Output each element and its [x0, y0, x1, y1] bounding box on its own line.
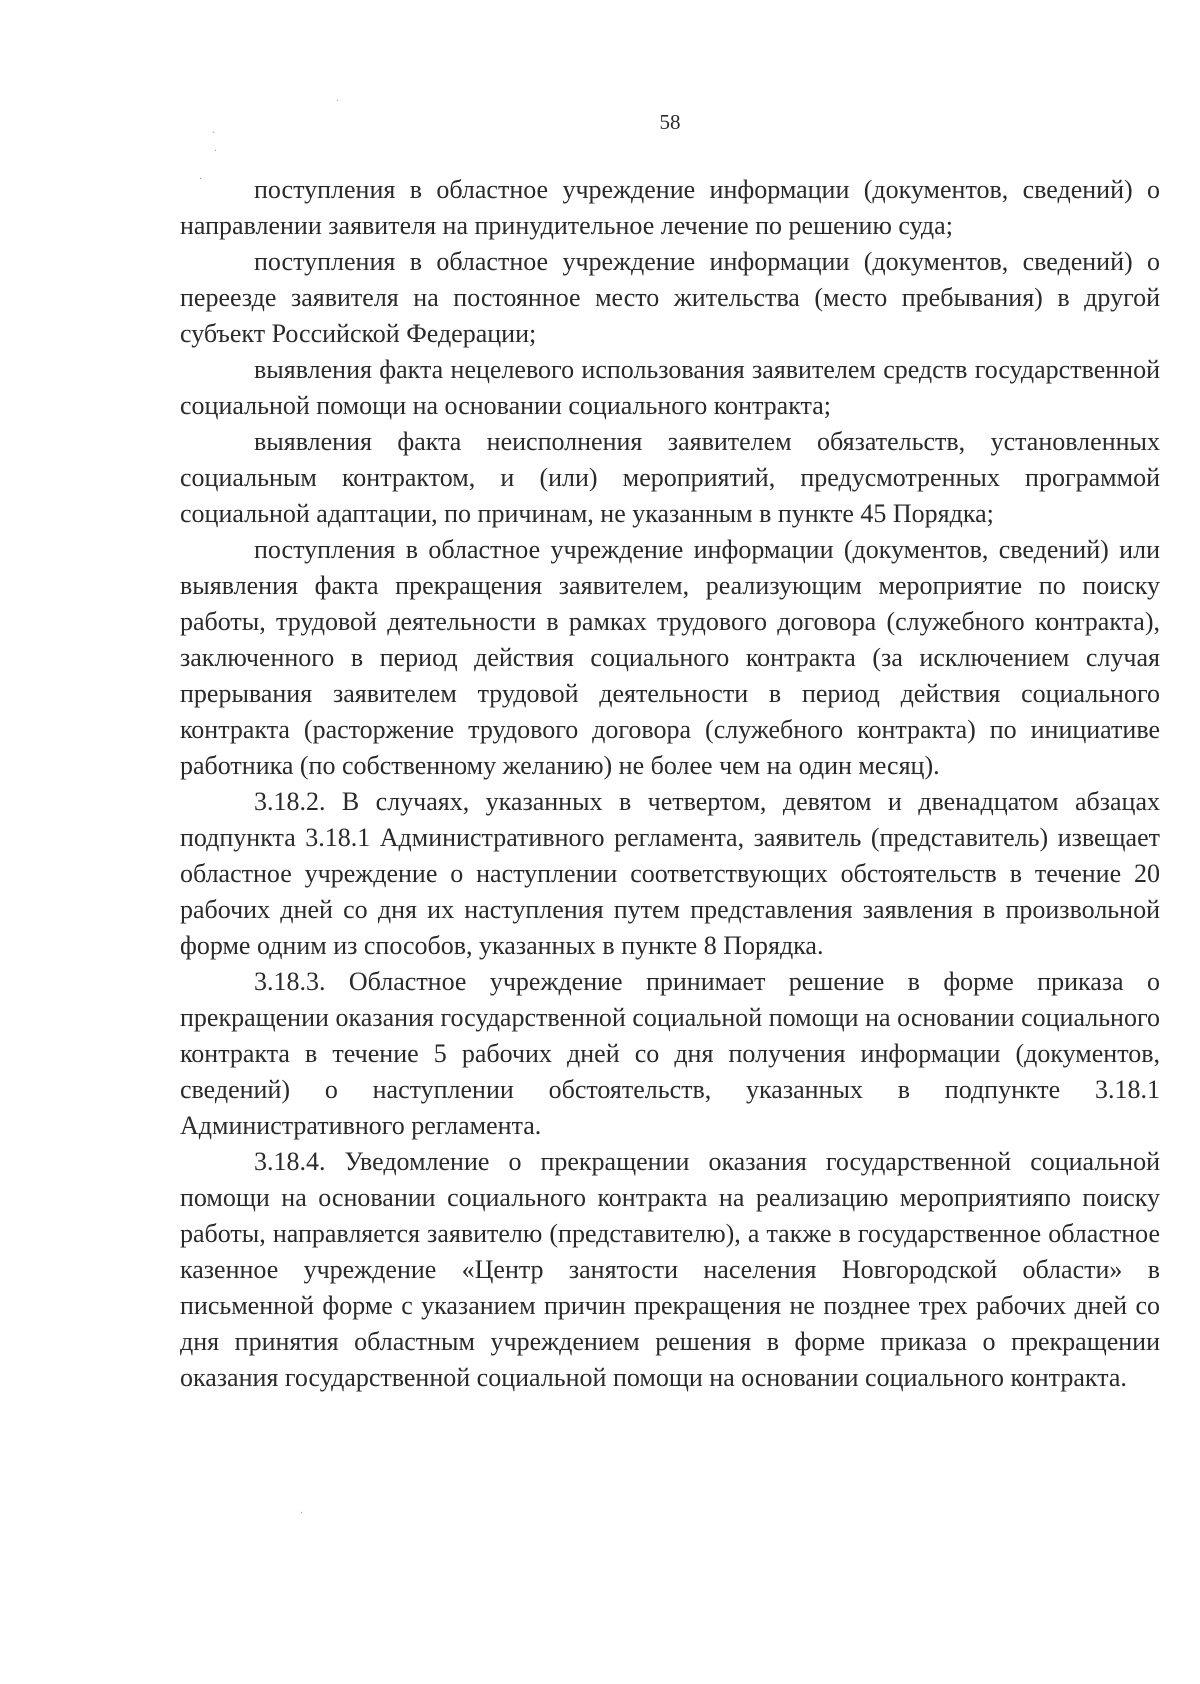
paragraph-non-fulfillment: выявления факта неисполнения заявителем обязательств, установленных социальным контрактом, и (или) мероприятий, предусмотренных программой социальной адаптации, по причинам, не указанным в пункте 45 Порядка;: [180, 427, 1160, 528]
scan-speck: ·: [212, 128, 216, 139]
paragraph-termination-of-employment: поступления в областное учреждение информации (документов, сведений) или выявления факта прекращения заявителем, реализующим мероприятие по поиску работы, трудовой деятельности в рамках трудового договора (служебного контракта), заключенного в период действия социального контракта (за исключением случая прерывания заявителем трудовой деятельности в период действия социального контракта (расторжение трудового договора (служебного контракта) по инициативе работника (по собственному желанию) не более чем на один месяц).: [180, 535, 1160, 780]
scan-speck: ·: [336, 96, 340, 107]
paragraph-misuse-of-funds: выявления факта нецелевого использования заявителем средств государственной социальной помощи на основании социального контракта;: [180, 355, 1160, 420]
paragraph-3-18-2: 3.18.2. В случаях, указанных в четвертом, девятом и двенадцатом абзацах подпункта 3.18.1 Административного регламента, заявитель (представитель) извещает областное учреждение о наступлении соответствующих обстоятельств в течение 20 рабочих дней со дня их наступления путем представления заявления в произвольной форме одним из способов, указанных в пункте 8 Порядка.: [180, 787, 1160, 960]
page-number: 58: [659, 110, 681, 134]
paragraph-3-18-3: 3.18.3. Областное учреждение принимает решение в форме приказа о прекращении оказания государственной социальной помощи на основании социального контракта в течение 5 рабочих дней со дня получения информации (документов, сведений) о наступлении обстоятельств, указанных в подпункте 3.18.1 Административного регламента.: [180, 967, 1160, 1140]
paragraph-3-18-4: 3.18.4. Уведомление о прекращении оказания государственной социальной помощи на основании социального контракта на реализацию мероприятияпо поиску работы, направляется заявителю (представителю), а также в государственное областное казенное учреждение «Центр занятости населения Новгородской области» в письменной форме с указанием причин прекращения не позднее трех рабочих дней со дня принятия областным учреждением решения в форме приказа о прекращении оказания государственной социальной помощи на основании социального контракта.: [180, 1147, 1160, 1392]
paragraph-compulsory-treatment: поступления в областное учреждение информации (документов, сведений) о направлении заявителя на принудительное лечение по решению суда;: [180, 175, 1160, 240]
paragraph-relocation: поступления в областное учреждение информации (документов, сведений) о переезде заявителя на постоянное место жительства (место пребывания) в другой субъект Российской Федерации;: [180, 247, 1160, 348]
scan-speck: ·: [214, 146, 218, 157]
scan-speck: ·: [300, 1508, 304, 1519]
scan-speck: ·: [199, 174, 203, 185]
document-body: [180, 172, 1160, 1396]
